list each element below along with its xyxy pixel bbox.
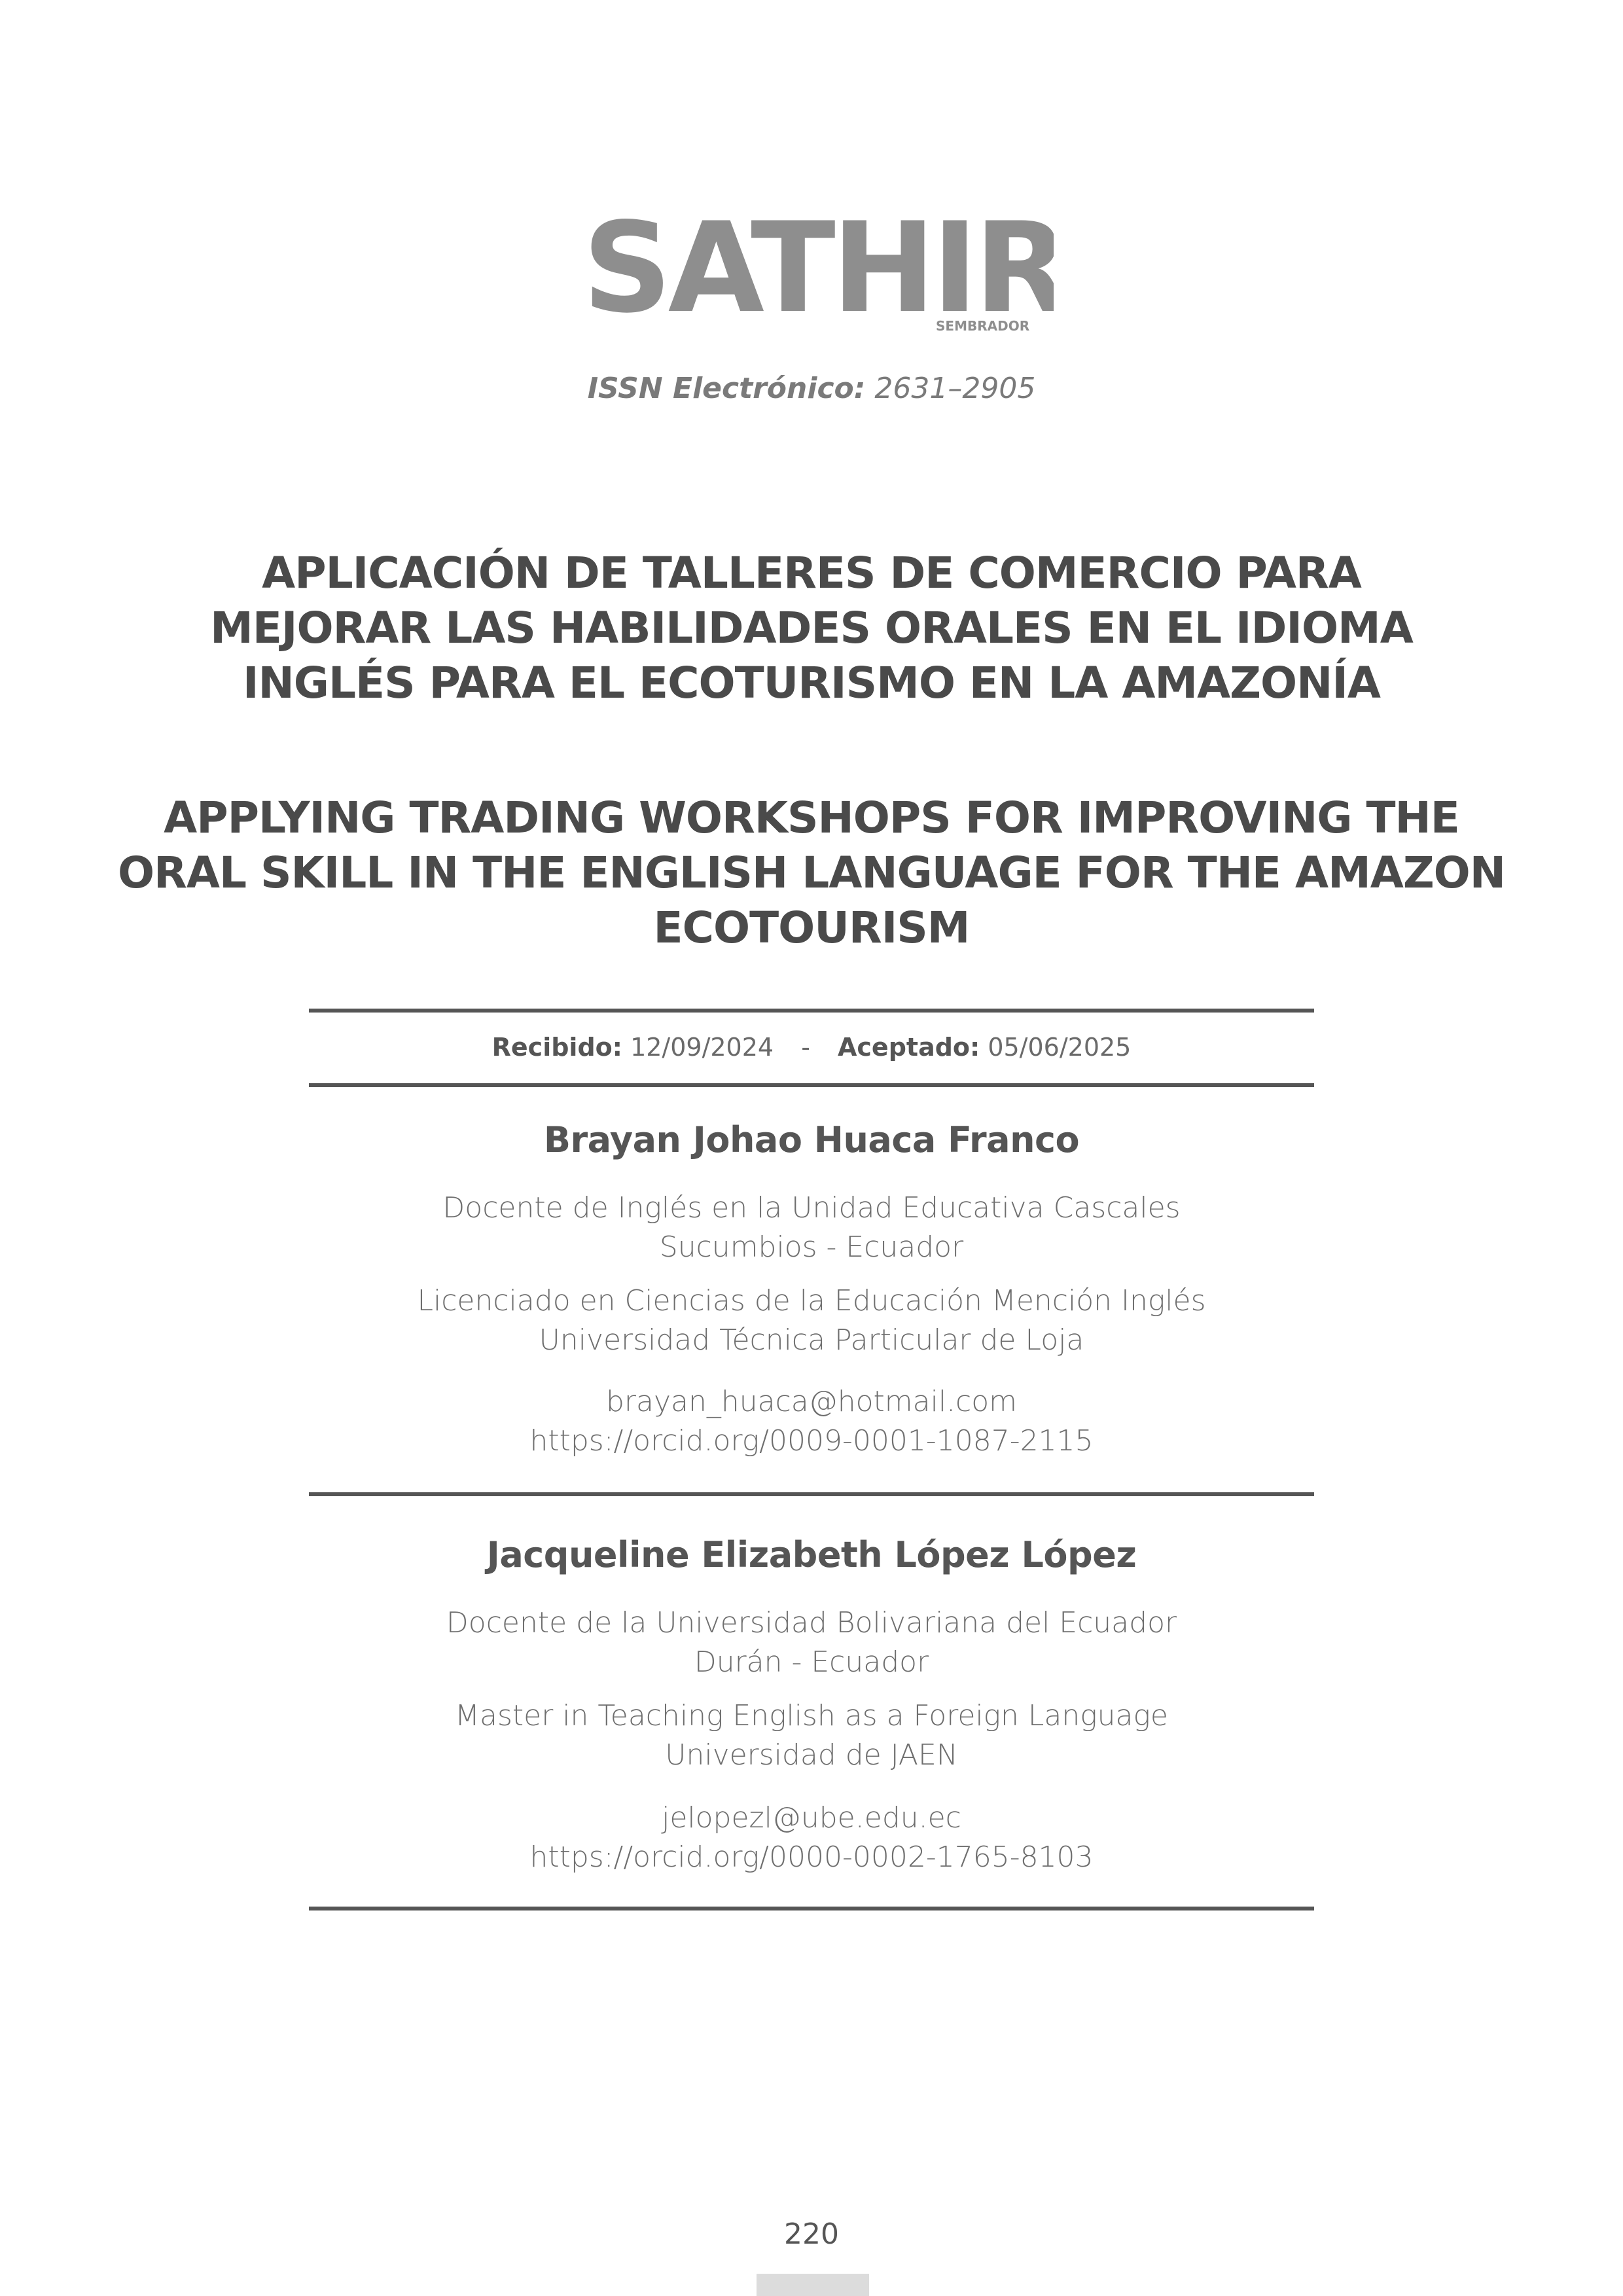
title-english-line: ECOTOURISM [653, 903, 970, 953]
author-2-position-line: Durán - Ecuador [694, 1645, 929, 1679]
title-english-line: ORAL SKILL IN THE ENGLISH LANGUAGE FOR THE AMAZON [117, 848, 1506, 898]
author-1-degree-line: Universidad Técnica Particular de Loja [539, 1323, 1084, 1357]
logo-subtext: SEMBRADOR [936, 318, 1030, 334]
title-english-line: APPLYING TRADING WORKSHOPS FOR IMPROVING THE [164, 793, 1459, 843]
author-2-orcid[interactable]: https://orcid.org/0000-0002-1765-8103 [529, 1840, 1094, 1874]
issn-label: ISSN Electrónico: [587, 372, 866, 405]
author-1-position-line: Sucumbios - Ecuador [659, 1230, 964, 1264]
divider-bottom [309, 1907, 1314, 1910]
author-1-name: Brayan Johao Huaca Franco [543, 1119, 1080, 1160]
accepted-date: 05/06/2025 [988, 1033, 1132, 1062]
author-2-contact [0, 1799, 1623, 1877]
author-2-degree-line: Master in Teaching English as a Foreign Language [455, 1699, 1168, 1732]
date-separator: - [801, 1033, 810, 1062]
author-2-degree-line: Universidad de JAEN [665, 1738, 958, 1772]
title-english [0, 791, 1623, 956]
logo-wordmark: SATHIR [582, 200, 1054, 340]
divider-dates [309, 1083, 1314, 1087]
issn-value: 2631–2905 [874, 372, 1036, 405]
author-1-degree [0, 1282, 1623, 1360]
author-1-position-line: Docente de Inglés en la Unidad Educativa Cascales [442, 1191, 1181, 1225]
page-number: 220 [784, 2217, 839, 2251]
author-1-email[interactable]: brayan_huaca@hotmail.com [605, 1385, 1018, 1418]
submission-dates [0, 1033, 1623, 1062]
received-date: 12/09/2024 [630, 1033, 774, 1062]
issn-line [0, 372, 1623, 405]
author-2-degree [0, 1696, 1623, 1775]
author-2-position-line: Docente de la Universidad Bolivariana del Ecuador [446, 1606, 1177, 1640]
title-spanish-line: INGLÉS PARA EL ECOTURISMO EN LA AMAZONÍA [242, 658, 1380, 708]
page-tab-marker [757, 2274, 869, 2296]
author-1-position [0, 1189, 1623, 1267]
author-1-contact [0, 1382, 1623, 1461]
author-2-email[interactable]: jelopezl@ube.edu.ec [662, 1801, 961, 1835]
accepted-label: Aceptado: [838, 1033, 980, 1062]
divider-authors [309, 1492, 1314, 1496]
author-1-orcid[interactable]: https://orcid.org/0009-0001-1087-2115 [529, 1424, 1094, 1458]
author-2-name: Jacqueline Elizabeth López López [486, 1534, 1137, 1575]
journal-logo [582, 200, 1054, 344]
title-spanish-line: APLICACIÓN DE TALLERES DE COMERCIO PARA [262, 548, 1361, 598]
author-2-position [0, 1604, 1623, 1682]
divider-top [309, 1009, 1314, 1013]
author-1-degree-line: Licenciado en Ciencias de la Educación Mención Inglés [417, 1284, 1206, 1318]
title-spanish-line: MEJORAR LAS HABILIDADES ORALES EN EL IDIOMA [210, 603, 1413, 653]
received-label: Recibido: [491, 1033, 622, 1062]
title-spanish [0, 546, 1623, 711]
